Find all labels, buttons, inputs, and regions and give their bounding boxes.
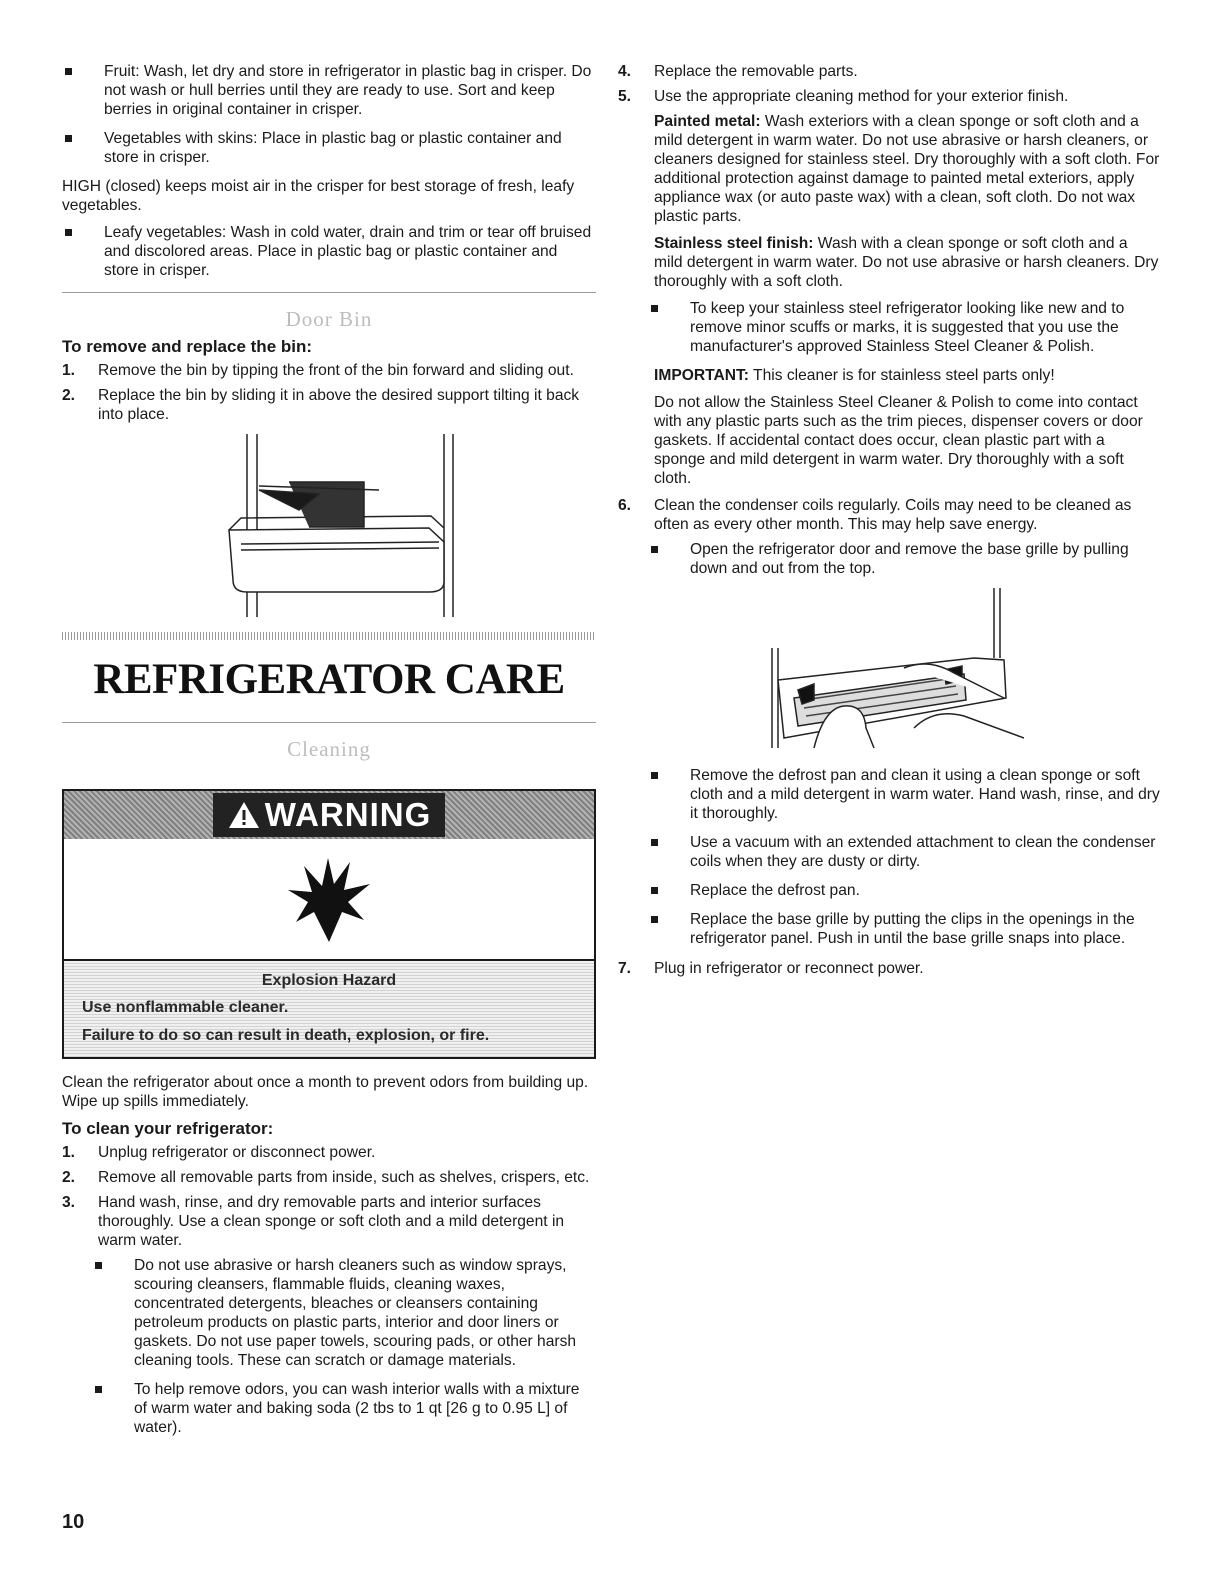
warning-symbol-area bbox=[64, 839, 594, 961]
step3-bullet: To help remove odors, you can wash interior walls with a mixture of warm water and baking soda (2 tbs to 1 qt [26 g to 0.95 L] of water). bbox=[92, 1380, 596, 1437]
door-bin-heading: To remove and replace the bin: bbox=[62, 336, 313, 356]
painted-metal-text: Wash exteriors with a clean sponge or soft cloth and a mild detergent in warm water. Do not use abrasive or harsh cleaners, or cleaners designed for stainless steel. Dry thoroughly with a soft cloth. For additional protection against damage to painted metal exteriors, apply appliance wax (or auto paste wax) with a clean, soft cloth. Do not wax plastic parts. bbox=[654, 113, 1160, 226]
clean-heading: To clean your refrigerator: bbox=[62, 1119, 274, 1139]
stainless-text: Wash with a clean sponge or soft cloth and a mild detergent in warm water. Do not use abrasive or harsh cleaners. Dry thoroughly with a soft cloth. bbox=[654, 235, 1159, 291]
step-number: 6. bbox=[618, 497, 632, 515]
warning-line-2: Failure to do so can result in death, explosion, or fire. bbox=[82, 1026, 490, 1044]
clean-step bbox=[62, 1193, 596, 1250]
step-number: 7. bbox=[618, 959, 632, 977]
step-number: 4. bbox=[618, 63, 632, 80]
door-bin-title: Door Bin bbox=[285, 307, 373, 332]
painted-metal-label: Painted metal: bbox=[654, 113, 761, 131]
stainless-label: Stainless steel finish: bbox=[654, 235, 814, 253]
section-divider bbox=[62, 722, 596, 723]
stainless-bullet: To keep your stainless steel refrigerator looking like new and to remove minor scuffs or marks, it is suggested that you use the manufacturer's approved Stainless Steel Cleaner & Polish. bbox=[648, 299, 1160, 356]
door-bin-step bbox=[62, 361, 596, 380]
step-number: 1. bbox=[62, 361, 76, 379]
step-number: 5. bbox=[618, 88, 632, 106]
step-text: Clean the condenser coils regularly. Coils may need to be cleaned as often as every other month. This may help save energy. bbox=[654, 497, 1132, 534]
cleaning-title: Cleaning bbox=[287, 737, 371, 761]
warning-label: WARNING bbox=[264, 795, 432, 833]
step6-bullet: Remove the defrost pan and clean it using a clean sponge or soft cloth and a mild detergent in warm water. Hand wash, rinse, and dry it thoroughly. bbox=[648, 766, 1160, 823]
clean-step-4 bbox=[618, 62, 1160, 81]
warning-header bbox=[64, 791, 594, 839]
step-text: Remove all removable parts from inside, such as shelves, crispers, etc. bbox=[98, 1168, 590, 1186]
stainless-paragraph bbox=[618, 234, 1160, 291]
clean-step bbox=[62, 1143, 596, 1162]
do-not-allow-paragraph: Do not allow the Stainless Steel Cleaner & Polish to come into contact with any plastic parts such as the trim pieces, dispenser covers or door gaskets. If accidental contact does occur, clean plastic part with a sponge and mild detergent in warm water. Dry thoroughly with a soft cloth. bbox=[654, 394, 1143, 488]
warning-box bbox=[62, 789, 596, 1060]
step6-bullet: Use a vacuum with an extended attachment to clean the condenser coils when they are dusty or dirty. bbox=[648, 833, 1160, 871]
step-number: 2. bbox=[62, 386, 76, 404]
clean-step-5 bbox=[618, 87, 1160, 106]
painted-metal-paragraph bbox=[618, 112, 1160, 226]
clean-step-7 bbox=[618, 959, 1160, 978]
clean-step bbox=[62, 1168, 596, 1187]
bullet-fruit: Fruit: Wash, let dry and store in refrigerator in plastic bag in crisper. Do not wash or hull berries until they are ready to use. Sort and keep berries in original container in crisper. bbox=[62, 62, 596, 119]
door-bin-step bbox=[62, 386, 596, 424]
left-column bbox=[62, 62, 596, 1447]
warning-text-area bbox=[64, 961, 594, 1058]
bullet-vegetables-skins: Vegetables with skins: Place in plastic bag or plastic container and store in crisper. bbox=[62, 129, 596, 167]
section-band bbox=[62, 632, 596, 640]
warning-label-band bbox=[213, 793, 446, 837]
base-grille-illustration bbox=[754, 588, 1024, 758]
step-text: Replace the bin by sliding it in above the desired support tilting it back into place. bbox=[98, 386, 580, 423]
step-number: 2. bbox=[62, 1168, 76, 1186]
step-number: 1. bbox=[62, 1143, 76, 1161]
grille-bullet: Open the refrigerator door and remove the base grille by pulling down and out from the top. bbox=[648, 540, 1160, 578]
explosion-icon bbox=[284, 854, 374, 944]
step-number: 3. bbox=[62, 1193, 76, 1211]
door-bin-illustration bbox=[199, 432, 459, 622]
clean-step-6 bbox=[618, 496, 1160, 534]
clean-intro: Clean the refrigerator about once a month to prevent odors from building up. Wipe up spills immediately. bbox=[62, 1074, 589, 1111]
warning-hazard: Explosion Hazard bbox=[261, 971, 397, 989]
step-text: Plug in refrigerator or reconnect power. bbox=[654, 959, 924, 977]
bullet-leafy: Leafy vegetables: Wash in cold water, drain and trim or tear off bruised and discolored areas. Place in plastic bag or plastic container and store in crisper. bbox=[62, 223, 596, 280]
refrigerator-care-title: REFRIGERATOR CARE bbox=[93, 655, 565, 703]
important-paragraph bbox=[618, 366, 1160, 385]
step6-bullet: Replace the base grille by putting the clips in the openings in the refrigerator panel. Push in until the base grille snaps into place. bbox=[648, 910, 1160, 948]
warning-triangle-icon bbox=[227, 800, 261, 830]
step-text: Unplug refrigerator or disconnect power. bbox=[98, 1143, 376, 1161]
step-text: Replace the removable parts. bbox=[654, 63, 858, 80]
important-text: This cleaner is for stainless steel parts only! bbox=[749, 367, 1055, 385]
high-note: HIGH (closed) keeps moist air in the crisper for best storage of fresh, leafy vegetables. bbox=[62, 178, 575, 215]
step-text: Use the appropriate cleaning method for your exterior finish. bbox=[654, 88, 1069, 106]
step-text: Remove the bin by tipping the front of the bin forward and sliding out. bbox=[98, 361, 574, 379]
page-number: 10 bbox=[62, 1511, 85, 1533]
step3-bullet: Do not use abrasive or harsh cleaners such as window sprays, scouring cleansers, flammable fluids, cleaning waxes, concentrated detergents, bleaches or cleansers containing petroleum products on plastic parts, interior and door liners or gaskets. Do not use paper towels, scouring pads, or other harsh cleaning tools. These can scratch or damage materials. bbox=[92, 1256, 596, 1370]
warning-line-1: Use nonflammable cleaner. bbox=[82, 999, 289, 1017]
important-label: IMPORTANT: bbox=[654, 367, 749, 385]
step-text: Hand wash, rinse, and dry removable parts and interior surfaces thoroughly. Use a clean sponge or soft cloth and a mild detergent in warm water. bbox=[98, 1193, 565, 1249]
section-divider bbox=[62, 292, 596, 293]
right-column bbox=[618, 62, 1160, 984]
step6-bullet: Replace the defrost pan. bbox=[648, 881, 1160, 900]
